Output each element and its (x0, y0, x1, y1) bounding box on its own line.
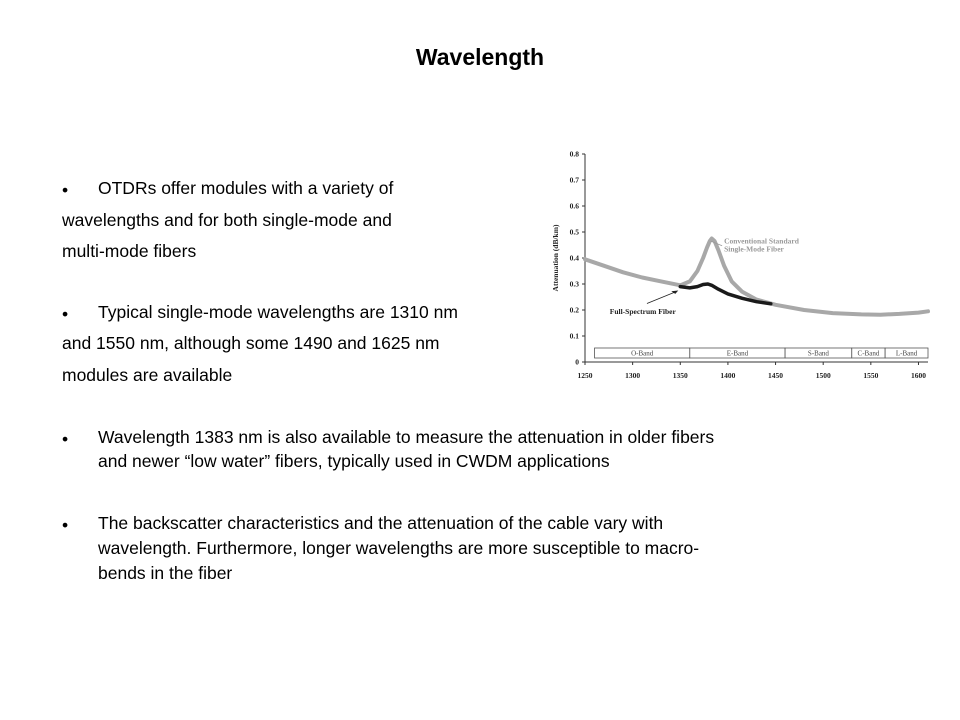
annotation-arrow (647, 292, 674, 303)
bullet-dot: • (62, 515, 69, 535)
band-label: S-Band (807, 349, 829, 358)
y-tick-label: 0.4 (569, 253, 579, 263)
slide-title: Wavelength (415, 44, 545, 70)
bullet-2-line-1: Typical single-mode wavelengths are 1310 nm (98, 302, 458, 322)
attenuation-chart (548, 142, 940, 392)
bullet-dot: • (62, 429, 69, 449)
y-tick-label: 0.5 (569, 227, 579, 237)
x-tick-label: 1400 (720, 371, 736, 380)
x-tick-label: 1450 (768, 371, 784, 380)
band-label: O-Band (631, 349, 654, 358)
bullet-2-line-3: modules are available (62, 365, 233, 385)
y-tick-label: 0.1 (569, 331, 579, 341)
annotation-label: Full-Spectrum Fiber (609, 307, 676, 316)
bullet-3-line-1: Wavelength 1383 nm is also available to measure the attenuation in older fibers (98, 427, 715, 447)
attenuation-chart-svg (548, 142, 940, 392)
y-tick-label: 0.8 (569, 149, 579, 159)
series-line-2 (680, 284, 771, 304)
y-tick-label: 0 (575, 357, 579, 367)
bullet-3-line-2: and newer “low water” fibers, typically used in CWDM applications (98, 451, 610, 471)
y-axis-label: Attenuation (dB/km) (551, 224, 560, 292)
x-tick-label: 1350 (672, 371, 688, 380)
bullet-1-line-1: OTDRs offer modules with a variety of (98, 178, 394, 198)
bullet-4-line-3: bends in the fiber (98, 563, 233, 583)
bullet-1-line-3: multi-mode fibers (62, 241, 197, 261)
annotation-label: Single-Mode Fiber (724, 244, 784, 254)
x-tick-label: 1500 (815, 371, 831, 380)
annotation-label: Conventional Standard (724, 236, 799, 246)
bullet-dot: • (62, 180, 69, 200)
y-tick-label: 0.7 (569, 175, 579, 185)
y-tick-label: 0.6 (569, 201, 579, 211)
y-tick-label: 0.2 (569, 305, 579, 315)
band-label: L-Band (895, 349, 918, 358)
bullet-2-line-2: and 1550 nm, although some 1490 and 1625 nm (62, 333, 440, 353)
bullet-1-line-2: wavelengths and for both single-mode and (62, 210, 392, 230)
bullet-4-line-2: wavelength. Furthermore, longer wavelengths are more susceptible to macro- (98, 538, 700, 558)
x-tick-label: 1600 (910, 371, 926, 380)
bullet-dot: • (62, 304, 69, 324)
y-tick-label: 0.3 (569, 279, 579, 289)
x-tick-label: 1250 (577, 371, 593, 380)
x-tick-label: 1300 (625, 371, 641, 380)
bullet-4-line-1: The backscatter characteristics and the attenuation of the cable vary with (98, 513, 664, 533)
band-label: C-Band (857, 349, 880, 358)
x-tick-label: 1550 (863, 371, 879, 380)
band-label: E-Band (726, 349, 749, 358)
